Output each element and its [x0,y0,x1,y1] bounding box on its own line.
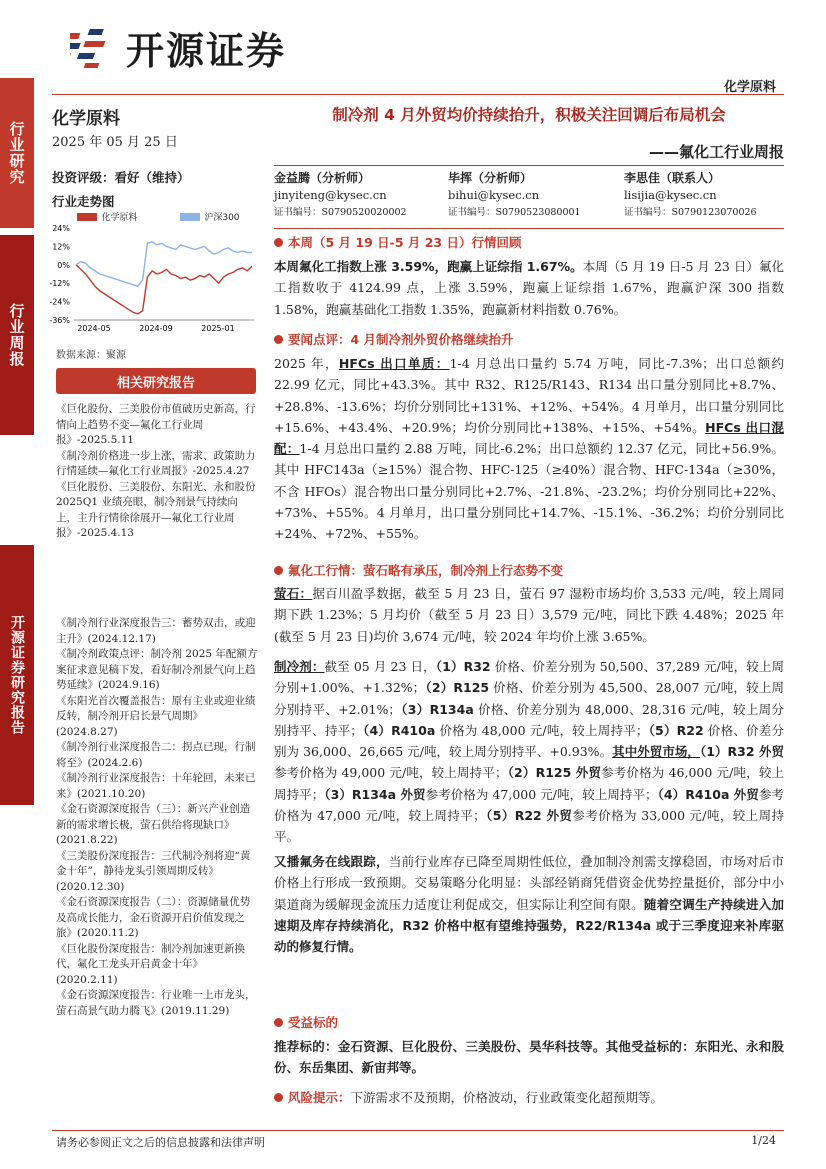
brand-name: 开源证券 [126,28,287,73]
side-tab-weekly: 行业周报 [0,235,34,435]
related-report-item[interactable]: 《制冷剂行业深度报告：十年轮回，未来已来》(2021.10.20) [56,772,256,800]
author-block [624,170,757,221]
para-fluorite: 萤石：据百川盈孚数据，截至 5 月 23 日，萤石 97 湿粉市场均价 3,533 元/吨，较上周同期下跌 1.23%；5 月均价（截至 5 月 23 日）3,579 元/吨，同比下跌 4.48%；2025 年(截至 5 月 23 日)均价 3,674 元/吨，较 2024 年均价上涨 3.65%。 [274,586,784,644]
section-heading-market [274,561,563,579]
section-heading-text: 要闻点评：4 月制冷剂外贸价格继续抬升 [288,332,514,347]
section-heading-text: 本周（5 月 19 日-5 月 23 日）行情回顾 [288,235,522,250]
related-report-item[interactable]: 《制冷剂价格进一步上涨，需求、政策助力行情延续—氟化工行业周报》-2025.4.27 [56,449,256,477]
related-report-item[interactable]: 《制冷剂行业深度报告三：蓄势双击，或迎主升》(2024.12.17) [56,617,256,645]
footer-disclaimer[interactable]: 请务必参阅正文之后的信息披露和法律声明 [56,1136,265,1149]
y-tick-label: 0% [57,260,70,270]
related-report-item[interactable]: 《巨化股份、三美股份、东阳光、永和股份 2025Q1 业绩亮眼，制冷剂景气持续向上，主升行情徐徐展开—氟化工行业周报》-2025.4.13 [56,480,256,539]
y-tick-label: -24% [49,297,70,307]
y-tick-label: -36% [49,316,70,325]
author-email[interactable]: jinyiteng@kysec.cn [274,188,387,202]
author-name: 金益腾（分析师） [274,171,371,185]
report-date: 2025 年 05 月 25 日 [52,135,178,150]
y-tick-label: 24% [52,224,70,233]
legend-label: 沪深300 [204,213,240,223]
author-cert: 证书编号：S0790523080001 [448,207,581,218]
series-line-chem [76,265,252,314]
trend-chart-title: 行业走势图 [52,194,115,209]
para-hfc-exports: 2025 年，HFCs 出口单质：1-4 月总出口量约 5.74 万吨，同比-7.3%；出口总额约 22.99 亿元，同比+43.3%。其中 R32、R125/R143、R134 出口量分别同比+8.7%、+28.8%、-13.6%；均价分别同比+131%、+12%、+54%。4 月单月，出口量分别同比+15.6%、+43.4%、+20.9%；均价分别同比+138%、+15%、+54%。HFCs 出口混配：1-4 月总出口量约 2.88 万吨，同比-6.2%；出口总额约 12.37 亿元，同比+56.9%。其中 HFC143a（≥15%）混合物、HFC-125（≥40%）混合物、HFC-134a（≥30%，不含 HFOs）混合物出口量分别同比+2.7%、-21.8%、-23.2%；均价分别同比+22%、+73%、+55%。4 月单月，出口量分别同比+14.7%、-15.1%、-36.2%；均价分别同比+24%、+72%、+55%。 [274,356,784,542]
x-tick-label: 2024-09 [139,324,173,333]
author-name: 毕挥（分析师） [448,171,533,185]
bullet-icon [274,1018,283,1027]
legend-label: 化学原料 [101,213,138,223]
author-divider-top [274,165,784,166]
footer-divider [52,1130,784,1131]
bullet-icon [274,566,283,575]
report-subtitle: ——氟化工行业周报 [648,143,784,161]
related-report-item[interactable]: 《制冷剂政策点评：制冷剂 2025 年配额方案征求意见稿下发，看好制冷剂景气向上趋势延续》(2024.9.16) [56,648,258,691]
author-block [448,170,581,221]
section-heading-market-review [274,233,522,251]
side-tab-research-report: 开源证券研究报告 [0,545,34,805]
risk-text: 下游需求不及预期，价格波动，行业政策变化超预期等。 [350,1090,664,1105]
para-market-review: 本周氟化工指数上涨 3.59%，跑赢上证综指 1.67%。本周（5 月 19 日-5 月 23 日）氟化工指数收于 4124.99 点，上涨 3.59%，跑赢上证综指 1.67%，跑赢沪深 300 指数 1.58%，跑赢基础化工指数 1.35%，跑赢新材料指数 0.76%。 [274,259,784,317]
header-divider [52,94,784,95]
x-tick-label: 2025-01 [201,324,235,333]
author-cert: 证书编号：S0790123070026 [624,207,757,218]
y-tick-label: 12% [52,242,70,252]
page-number: 1/24 [751,1134,776,1147]
bullet-icon [274,238,283,247]
investment-rating: 投资评级：看好（维持） [52,170,190,185]
related-report-item[interactable]: 《巨化股份深度报告：制冷剂加速更新换代，氟化工龙头开启黄金十年》(2020.2.11) [56,942,245,986]
para-tracking: 又播氟务在线跟踪，当前行业库存已降至周期性低位，叠加制冷剂需支撑稳固，市场对后市价格上行形成一致预期。交易策略分化明显：头部经销商凭借资金优势控量挺价，部分中小渠道商为缓解现金流压力适度让利促成交，但实际让利空间有限。随着空调生产持续进入加速期及库存持续消化，R32 价格中枢有望维持强势，R22/R134a 或于三季度迎来补库驱动的修复行情。 [274,854,784,955]
series-line-hs300 [76,242,252,286]
section-heading-text: 氟化工行情：萤石略有承压，制冷剂上行态势不变 [288,563,564,578]
left-column [52,98,264,210]
side-tab-industry-research: 行业研究 [0,78,34,228]
author-email[interactable]: bihui@kysec.cn [448,188,540,202]
author-cert: 证书编号：S0790520020002 [274,207,407,218]
related-reports-list-a [56,402,258,542]
related-report-item[interactable]: 《制冷剂行业深度报告二：拐点已现，行制将至》(2024.2.6) [56,741,256,769]
risk-label: 风险提示： [288,1090,351,1105]
risk-warning [274,1088,663,1106]
section-heading-beneficiaries [274,1013,338,1031]
related-reports-header: 相关研究报告 [56,368,256,394]
data-source: 数据来源：聚源 [56,350,126,361]
section-heading-news [274,330,514,348]
related-report-item[interactable]: 《金石资源深度报告：行业唯一上市龙头，萤石高景气助力腾飞》(2019.11.29) [56,989,256,1017]
author-block [274,170,407,221]
author-divider-bottom [274,228,784,229]
para-beneficiaries: 推荐标的：金石资源、巨化股份、三美股份、昊华科技等。其他受益标的：东阳光、永和股份、东岳集团、新宙邦等。 [274,1039,784,1076]
logo-mark-icon [70,23,122,71]
author-email[interactable]: lisijia@kysec.cn [624,188,717,202]
para-refrigerant: 制冷剂：截至 05 月 23 日，（1）R32 价格、价差分别为 50,500、37,289 元/吨，较上周分别+1.00%、+1.32%；（2）R125 价格、价差分别为 45,500、28,007 元/吨，较上周分别持平、+2.01%；（3）R134a 价格、价差分别为 48,000、28,316 元/吨，较上周分别持平、持平；（4）R410a 价格为 48,000 元/吨，较上周持平；（5）R22 价格、价差分别为 36,000、26,665 元/吨，较上周分别持平、+0.93%。其中外贸市场，（1）R32 外贸参考价格为 49,000 元/吨，较上周持平；（2）R125 外贸参考价格为 46,000 元/吨，较上周持平；（3）R134a 外贸参考价格为 47,000 元/吨，较上周持平；（4）R410a 外贸参考价格为 47,000 元/吨，较上周持平；（5）R22 外贸参考价格为 33,000 元/吨，较上周持平。 [274,659,785,845]
related-report-item[interactable]: 《巨化股份、三美股份市值破历史新高，行情向上趋势不变—氟化工行业周报》-2025.5.11 [56,403,256,446]
author-name: 李思佳（联系人） [624,171,721,185]
bullet-icon [274,1093,283,1102]
trend-chart [40,222,262,346]
related-report-item[interactable]: 《三美股份深度报告：三代制冷剂将迎“黄金十年”，静待龙头引领周期反转》(2020.12.30) [56,849,251,893]
report-title: 制冷剂 4 月外贸均价持续抬升，积极关注回调后布局机会 [332,106,726,124]
bullet-icon [274,335,283,344]
y-tick-label: -12% [49,279,70,289]
related-report-item[interactable]: 《东阳光首次覆盖报告：原有主业或迎业绩反转，制冷剂开启长景气周期》(2024.8.27) [56,694,256,738]
related-report-item[interactable]: 《金石资源深度报告（二）：资源储量优势及高成长能力，金石资源开启价值发现之旅》(2020.11.2) [56,896,251,939]
category-label: 化学原料 [723,80,776,95]
related-reports-list-b [56,616,258,1019]
section-heading-text: 受益标的 [288,1015,339,1030]
related-report-item[interactable]: 《金石资源深度报告（三）：新兴产业创造新的需求增长极，萤石供给将现缺口》(2021.8.22) [56,803,251,846]
industry-category: 化学原料 [52,109,120,129]
x-tick-label: 2024-05 [77,324,111,333]
company-logo [70,22,286,72]
